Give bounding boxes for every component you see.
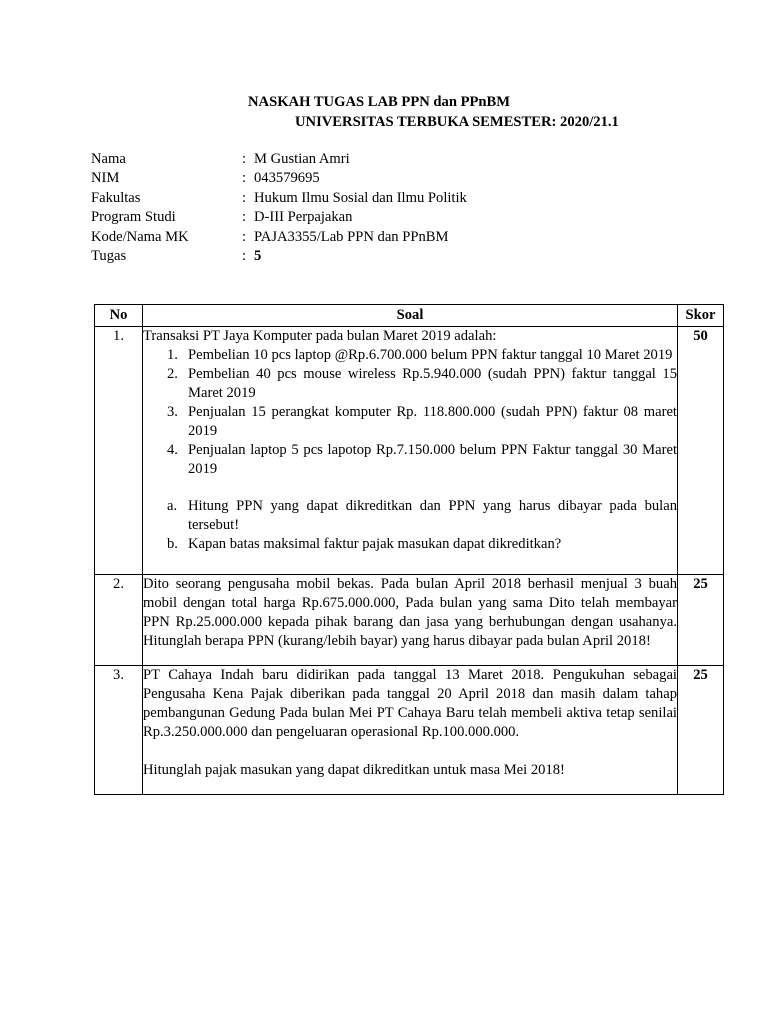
score-cell: 25 [678,575,724,666]
list-letter: b. [167,536,178,552]
info-colon: : [242,247,247,264]
list-item [143,441,677,479]
table-row [95,666,724,795]
info-label: Nama [91,151,126,167]
question-cell [143,327,678,575]
info-value: 043579695 [254,170,320,187]
question-text: Dito seorang pengusaha mobil bekas. Pada bulan April 2018 berhasil menjual 3 buah mobil dengan total harga Rp.675.000.000, Pada bulan yang sama Dito telah membayar PPN Rp.25.000.000 kepada pihak barang dan jasa yang berhubungan dengan usahanya. Hitunglah berapa PPN (kurang/lebih bayar) yang harus dibayar pada bulan April 2018! [143,576,677,649]
question-list [143,497,677,554]
list-item [143,346,677,365]
list-number: 1. [167,347,178,363]
list-item [143,365,677,403]
list-letter: a. [167,498,178,514]
header-no: No [95,305,143,327]
info-value: PAJA3355/Lab PPN dan PPnBM [254,228,449,245]
question-cell [143,575,678,666]
info-label: Fakultas [91,189,141,206]
question-instruction: Hitunglah pajak masukan yang dapat dikreditkan untuk masa Mei 2018! [143,762,565,778]
info-value: M Gustian Amri [254,151,350,167]
score-cell: 50 [678,327,724,575]
row-number: 2. [95,575,143,666]
row-number: 1. [95,327,143,575]
table-header-row [95,305,724,327]
info-label: Kode/Nama MK [91,228,189,245]
info-value: D-III Perpajakan [254,209,353,226]
list-number: 3. [167,404,178,420]
list-text: Hitung PPN yang dapat dikreditkan dan PPN yang harus dibayar pada bulan tersebut! [188,498,677,533]
score-cell: 25 [678,666,724,795]
document-subtitle: UNIVERSITAS TERBUKA SEMESTER: 2020/21.1 [295,114,619,130]
list-number: 4. [167,442,178,458]
question-text: PT Cahaya Indah baru didirikan pada tanggal 13 Maret 2018. Pengukuhan sebagai Pengusaha Kena Pajak diberikan pada tanggal 20 April 2018 dan masih dalam tahap pembangunan Gedung Pada bulan Mei PT Cahaya Baru telah membeli aktiva tetap senilai Rp.3.250.000.000 dan pengeluaran operasional Rp.100.000.000. [143,667,677,740]
list-text: Pembelian 10 pcs laptop @Rp.6.700.000 belum PPN faktur tanggal 10 Maret 2019 [188,347,673,363]
list-item [143,535,677,554]
info-colon: : [242,151,247,167]
info-colon: : [242,228,247,245]
list-text: Penjualan 15 perangkat komputer Rp. 118.800.000 (sudah PPN) faktur 08 maret 2019 [188,404,677,439]
table-row [95,575,724,666]
question-cell [143,666,678,795]
info-value: 5 [254,247,262,264]
task-table [94,304,724,795]
info-label: NIM [91,170,120,187]
list-item [143,497,677,535]
header-soal: Soal [143,305,678,327]
info-colon: : [242,189,247,206]
list-number: 2. [167,366,178,382]
document-title: NASKAH TUGAS LAB PPN dan PPnBM [248,94,511,110]
info-value: Hukum Ilmu Sosial dan Ilmu Politik [254,189,467,206]
header-skor: Skor [678,305,724,327]
row-number: 3. [95,666,143,795]
table-row [95,327,724,575]
transaction-list [143,346,677,479]
list-text: Penjualan laptop 5 pcs lapotop Rp.7.150.000 belum PPN Faktur tanggal 30 Maret 2019 [188,442,677,477]
info-label: Tugas [91,247,127,264]
info-colon: : [242,170,247,187]
list-text: Kapan batas maksimal faktur pajak masukan dapat dikreditkan? [188,536,562,552]
list-text: Pembelian 40 pcs mouse wireless Rp.5.940.000 (sudah PPN) faktur tanggal 15 Maret 2019 [188,366,677,401]
question-intro: Transaksi PT Jaya Komputer pada bulan Maret 2019 adalah: [143,328,497,344]
list-item [143,403,677,441]
info-label: Program Studi [91,209,176,226]
info-colon: : [242,209,247,226]
